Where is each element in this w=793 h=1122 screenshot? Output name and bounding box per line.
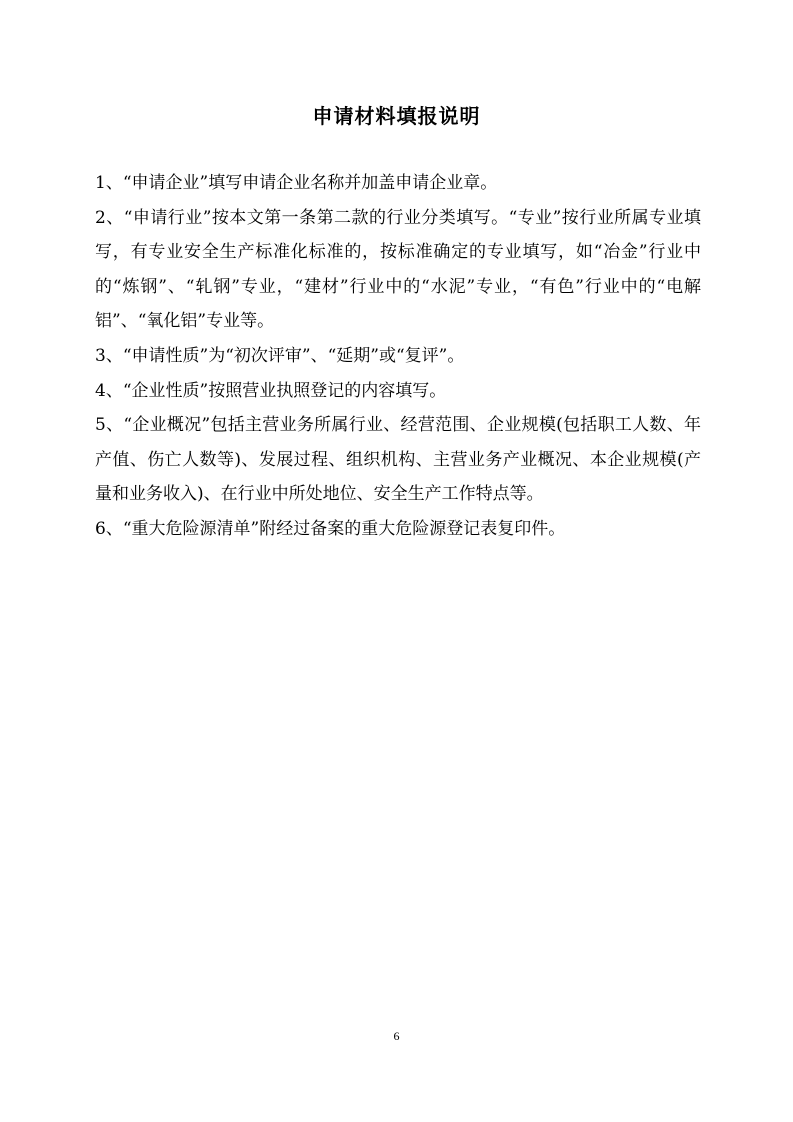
instruction-item-5: 5、“企业概况”包括主营业务所属行业、经营范围、企业规模(包括职工人数、年产值、伤亡人数等)、发展过程、组织机构、主营业务产业概况、本企业规模(产量和业务收入)、在行业中所处地位、安全生产工作特点等。 — [95, 415, 701, 505]
instruction-item-3: 3、“申请性质”为“初次评审”、“延期”或“复评”。 — [95, 345, 465, 366]
page-title: 申请材料填报说明 — [312, 104, 481, 128]
page-number: 6 — [393, 1029, 400, 1043]
instruction-item-1: 1、“申请企业”填写申请企业名称并加盖申请企业章。 — [95, 173, 498, 193]
instructions-list — [95, 166, 701, 547]
instruction-item-6: 6、“重大危险源清单”附经过备案的重大危险源登记表复印件。 — [95, 518, 566, 539]
instruction-item-2: 2、“申请行业”按本文第一条第二款的行业分类填写。“专业”按行业所属专业填写，有专业安全生产标准化标准的，按标准确定的专业填写，如“冶金”行业中的“炼钢”、“轧钢”专业，“建材”行业中的“水泥”专业，“有色”行业中的“电解铝”、“氧化铝”专业等。 — [95, 207, 701, 332]
instruction-item-4: 4、“企业性质”按照营业执照登记的内容填写。 — [95, 380, 447, 401]
